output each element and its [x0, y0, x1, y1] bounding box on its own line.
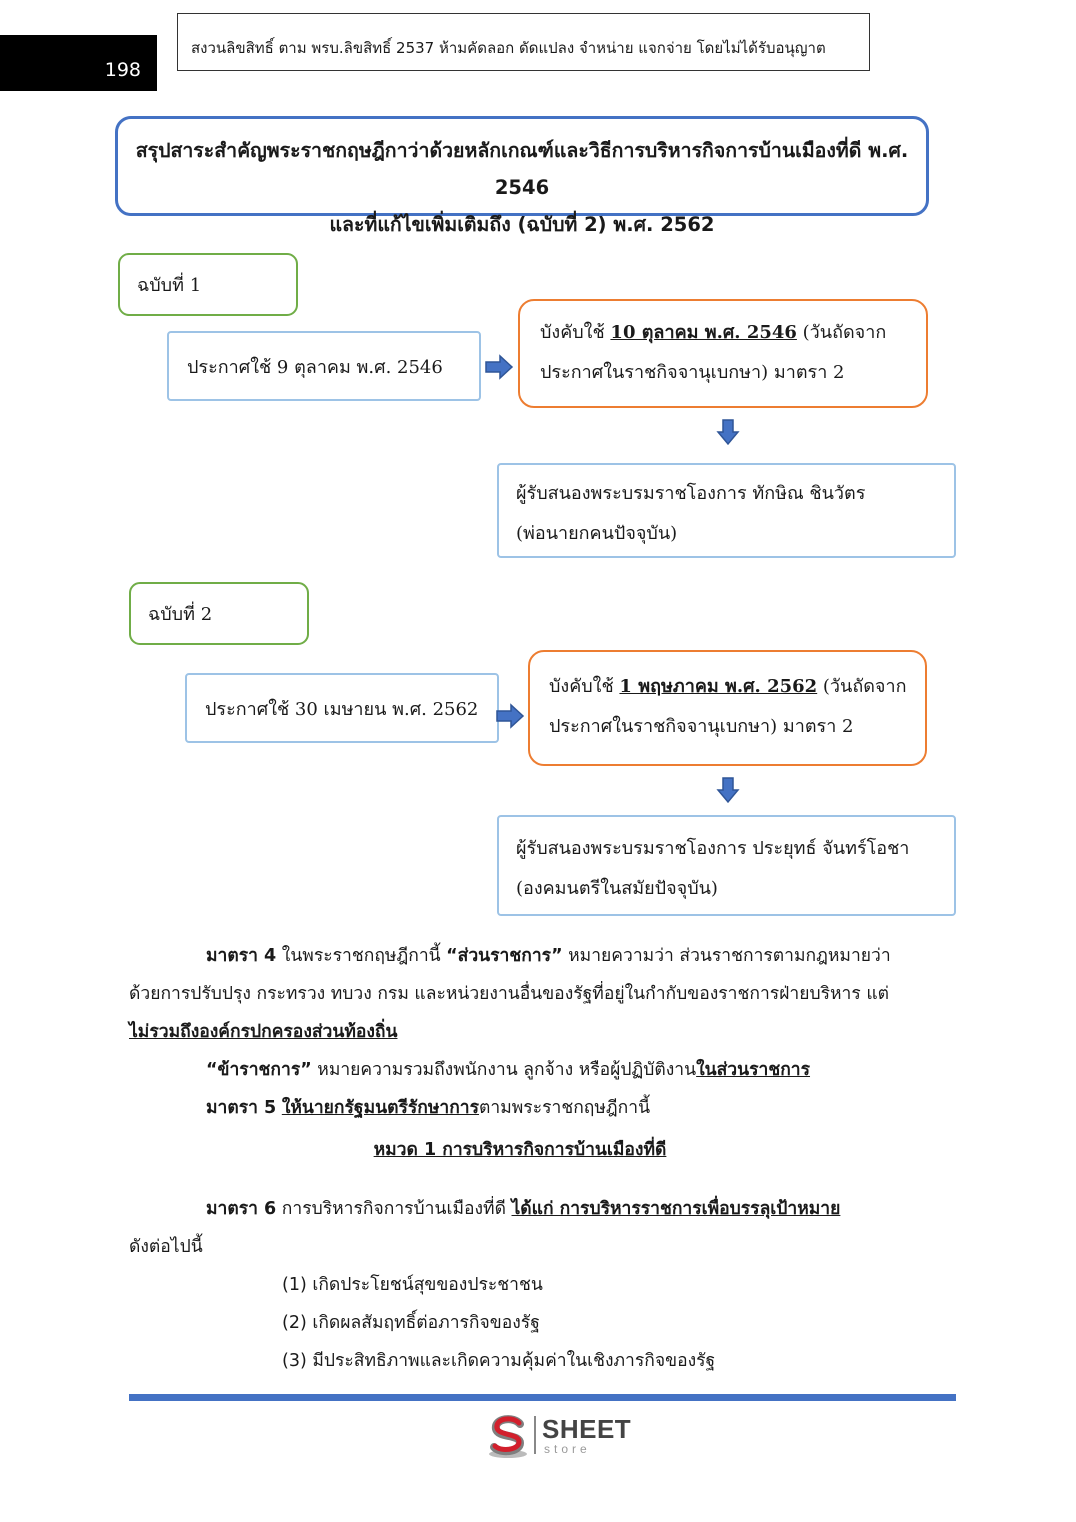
edition-2-effective: บังคับใช้ 1 พฤษภาคม พ.ศ. 2562 (วันถัดจาก ประกาศในราชกิจจานุเบกษา) มาตรา 2: [528, 650, 927, 766]
footer-rule: [129, 1394, 956, 1401]
list-item: (1) เกิดประโยชน์สุขของประชาชน: [282, 1275, 543, 1295]
arrow-right-icon: [495, 703, 525, 729]
edition-2-signer: ผู้รับสนองพระบรมราชโองการ ประยุทธ์ จันทร์โอชา (องคมนตรีในสมัยปัจจุบัน): [497, 815, 956, 916]
section-4-line-3: ไม่รวมถึงองค์กรปกครองส่วนท้องถิ่น: [129, 1022, 398, 1042]
section-4-line-1: มาตรา 4 ในพระราชกฤษฎีกานี้ “ส่วนราชการ” หมายความว่า ส่วนราชการตามกฎหมายว่า: [206, 946, 891, 966]
list-item: (3) มีประสิทธิภาพและเกิดความคุ้มค่าในเชิงภารกิจของรัฐ: [282, 1351, 716, 1371]
section-5: มาตรา 5 ให้นายกรัฐมนตรีรักษาการตามพระราชกฤษฎีกานี้: [206, 1098, 651, 1118]
edition-2-effective-date: 1 พฤษภาคม พ.ศ. 2562: [619, 676, 818, 697]
section-6-line-2: ดังต่อไปนี้: [129, 1237, 203, 1257]
arrow-down-icon: [716, 418, 740, 446]
chapter-1-heading: หมวด 1 การบริหารกิจการบ้านเมืองที่ดี: [373, 1140, 667, 1160]
edition-2-announced: ประกาศใช้ 30 เมษายน พ.ศ. 2562: [185, 673, 499, 743]
logo-sub: store: [544, 1442, 591, 1456]
edition-1-announced: ประกาศใช้ 9 ตุลาคม พ.ศ. 2546: [167, 331, 481, 401]
list-item: (2) เกิดผลสัมฤทธิ์ต่อภารกิจของรัฐ: [282, 1313, 540, 1333]
edition-1-effective: บังคับใช้ 10 ตุลาคม พ.ศ. 2546 (วันถัดจาก ประกาศในราชกิจจานุเบกษา) มาตรา 2: [518, 299, 928, 408]
title-line-2: และที่แก้ไขเพิ่มเติมถึง (ฉบับที่ 2) พ.ศ. 2562: [329, 213, 715, 236]
page-number: 198: [0, 35, 157, 91]
edition-2-label: ฉบับที่ 2: [129, 582, 309, 645]
edition-1-label: ฉบับที่ 1: [118, 253, 298, 316]
section-4-civil-servant: “ข้าราชการ” หมายความรวมถึงพนักงาน ลูกจ้าง หรือผู้ปฏิบัติงานในส่วนราชการ: [206, 1060, 811, 1080]
section-4-line-2: ด้วยการปรับปรุง กระทรวง ทบวง กรม และหน่วยงานอื่นของรัฐที่อยู่ในกำกับของราชการฝ่ายบริหาร แต่: [129, 984, 889, 1004]
sheet-store-logo: [486, 1412, 646, 1462]
arrow-down-icon: [716, 776, 740, 804]
title-box: [115, 116, 929, 236]
section-6-line-1: มาตรา 6 การบริหารกิจการบ้านเมืองที่ดี ได้แก่ การบริหารราชการเพื่อบรรลุเป้าหมาย: [206, 1199, 841, 1219]
edition-1-effective-date: 10 ตุลาคม พ.ศ. 2546: [610, 322, 797, 343]
edition-1-signer: ผู้รับสนองพระบรมราชโองการ ทักษิณ ชินวัตร (พ่อนายกคนปัจจุบัน): [497, 463, 956, 558]
title-line-1: สรุปสาระสำคัญพระราชกฤษฎีกาว่าด้วยหลักเกณฑ์และวิธีการบริหารกิจการบ้านเมืองที่ดี พ.ศ. 2546: [135, 139, 909, 199]
copyright-notice: สงวนลิขสิทธิ์ ตาม พรบ.ลิขสิทธิ์ 2537 ห้ามคัดลอก ดัดแปลง จำหน่าย แจกจ่าย โดยไม่ได้รับอนุญาต: [177, 13, 870, 71]
logo-word: SHEET: [542, 1414, 632, 1444]
sheet-store-logo-icon: [486, 1414, 532, 1460]
arrow-right-icon: [484, 354, 514, 380]
